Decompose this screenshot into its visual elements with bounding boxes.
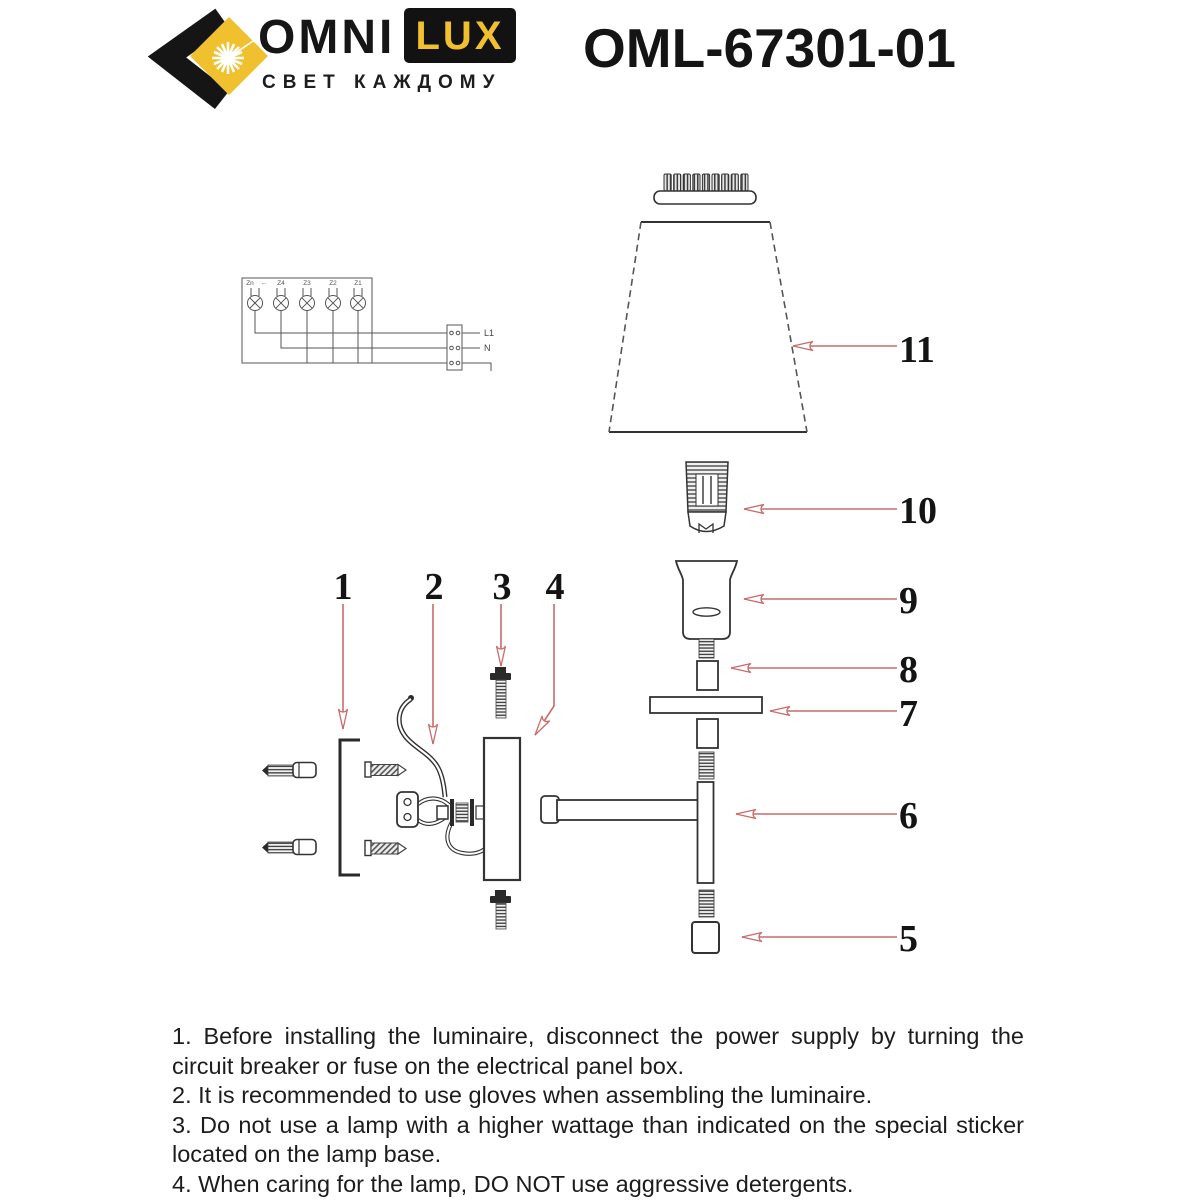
callout-leaders (343, 346, 897, 937)
screw (490, 667, 511, 718)
terminal-label-n: N (484, 343, 491, 353)
instructions-block (172, 1022, 1024, 1200)
lamp-label: Z3 (303, 280, 311, 287)
callout-4: 4 (545, 566, 565, 608)
lamp-label: Z1 (354, 280, 362, 287)
callout-10: 10 (899, 490, 937, 532)
mount-plate (650, 697, 762, 779)
mounting-screw-pair (262, 763, 316, 778)
socket-cup (676, 561, 737, 658)
lamp-label: Zn (246, 280, 254, 287)
callout-6: 6 (899, 795, 918, 837)
mounting-screw-pair (262, 840, 316, 855)
lamp-label: Z4 (277, 280, 285, 287)
socket-nut (697, 661, 718, 690)
instruction-item: 4. When caring for the lamp, DO NOT use aggressive detergents. (172, 1171, 854, 1198)
instruction-item: 1. Before installing the luminaire, disconnect the power supply by turning the circuit breaker or fuse on the electrical panel box. (172, 1023, 1024, 1079)
terminal-block (447, 325, 462, 370)
instruction-item: 3. Do not use a lamp with a higher wattage than indicated on the special sticker located on the lamp base. (172, 1111, 1024, 1168)
callout-2: 2 (424, 566, 444, 608)
terminal-label-l1: L1 (484, 328, 495, 338)
wire-connector (397, 792, 491, 854)
callout-7: 7 (899, 693, 918, 735)
lamp-label: ← (260, 280, 268, 287)
brand-tagline: СВЕТ КАЖДОМУ (262, 72, 502, 93)
callout-8: 8 (899, 649, 918, 691)
finial-cap (692, 922, 719, 953)
brand-badge-text: LUX (415, 13, 505, 58)
screw (490, 890, 511, 929)
callout-9: 9 (899, 580, 918, 622)
wall-anchor (365, 762, 406, 777)
lamp-socket (686, 462, 728, 533)
lamp-label: Z2 (329, 280, 337, 287)
callout-3: 3 (492, 566, 512, 608)
backplate (484, 738, 520, 880)
wall-bracket (340, 740, 360, 875)
callout-numbers (334, 329, 938, 960)
callout-5: 5 (899, 918, 918, 960)
exploded-view (262, 174, 807, 953)
instruction-item: 2. It is recommended to use gloves when assembling the luminaire. (172, 1082, 873, 1109)
wiring-schematic (242, 278, 494, 371)
wall-anchor (365, 841, 406, 856)
lamp-arm (541, 782, 714, 917)
model-number: OML-67301-01 (583, 17, 956, 79)
callout-11: 11 (899, 329, 935, 371)
brand-wordmark: OMNI (258, 11, 396, 64)
power-wire (399, 695, 445, 797)
shade-ring (654, 174, 756, 204)
callout-1: 1 (333, 566, 353, 608)
lamp-symbols (248, 288, 366, 311)
lampshade (609, 222, 807, 432)
